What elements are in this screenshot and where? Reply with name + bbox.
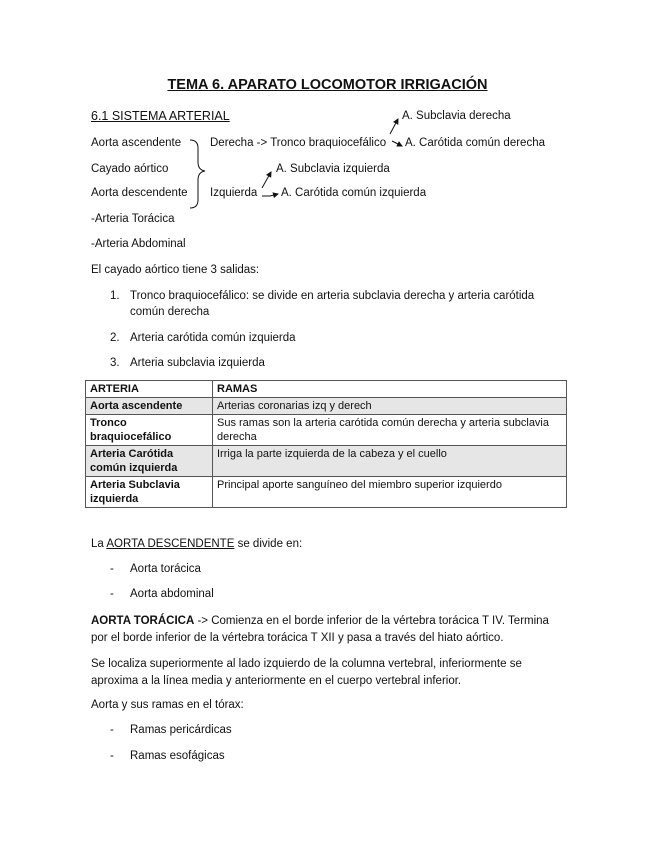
table-row: [86, 415, 567, 446]
toracica-label: AORTA TORÁCICA: [91, 615, 195, 627]
table-cell-arteria: Tronco braquiocefálico: [86, 415, 213, 446]
list-dash: -: [110, 750, 114, 762]
diagram-item-aorta-descendente: Aorta descendente: [91, 187, 188, 199]
list-item: Arteria subclavia izquierda: [130, 357, 265, 369]
arteries-table: [85, 380, 567, 508]
table-cell-ramas: Arterias coronarias izq y derech: [213, 398, 567, 415]
arteria-abdominal: -Arteria Abdominal: [91, 238, 186, 250]
table-cell-ramas: Irriga la parte izquierda de la cabeza y el cuello: [213, 446, 567, 477]
arrow-left-sub-2: [262, 194, 278, 196]
arteria-toracica: -Arteria Torácica: [91, 213, 175, 225]
list-item: Aorta abdominal: [130, 588, 214, 600]
table-row: [86, 446, 567, 477]
diagram-left-sub-1: A. Subclavia izquierda: [276, 163, 390, 175]
table-row: [86, 398, 567, 415]
table-cell-arteria: Aorta ascendente: [86, 398, 213, 415]
descendente-prefix: La: [91, 538, 107, 550]
list-item: Ramas pericárdicas: [130, 724, 232, 736]
list-item: Ramas esofágicas: [130, 750, 225, 762]
list-item: Tronco braquiocefálico: se divide en arteria subclavia derecha y arteria carótida: [130, 290, 535, 302]
diagram-item-cayado-aortico: Cayado aórtico: [91, 163, 169, 175]
table-row: [86, 477, 567, 508]
table-header-ramas: RAMAS: [213, 381, 567, 398]
list-number: 1.: [110, 290, 120, 302]
cayado-intro: El cayado aórtico tiene 3 salidas:: [91, 264, 260, 276]
diagram-left-sub-2: A. Carótida común izquierda: [281, 187, 427, 199]
arrow-left-sub-1: [262, 172, 271, 188]
list-item: Aorta torácica: [130, 563, 201, 575]
list-dash: -: [110, 724, 114, 736]
descendente-highlight: AORTA DESCENDENTE: [106, 538, 235, 550]
section-heading: 6.1 SISTEMA ARTERIAL: [91, 109, 230, 123]
descendente-paragraph: [91, 538, 302, 550]
ramas-intro: Aorta y sus ramas en el tórax:: [91, 699, 244, 711]
list-dash: -: [110, 563, 114, 575]
list-number: 3.: [110, 357, 120, 369]
diagram-right-sub-2: A. Carótida común derecha: [405, 137, 545, 149]
diagram-left-branch: Izquierda: [210, 187, 258, 199]
toracica-paragraph: [91, 613, 561, 647]
brace-icon: [190, 140, 205, 208]
toracica-text: -> Comienza en el borde inferior de la vértebra torácica T IV. Termina por el borde inferior de la vértebra torácica T XII y pasa a través del hiato aórtico.: [91, 615, 549, 644]
arrow-right-sub-1: [390, 119, 398, 134]
list-dash: -: [110, 588, 114, 600]
table-header-arteria: ARTERIA: [86, 381, 213, 398]
descendente-suffix: se divide en:: [234, 538, 303, 550]
list-item: Arteria carótida común izquierda: [130, 332, 296, 344]
diagram-right-branch: Derecha -> Tronco braquiocefálico: [210, 137, 387, 149]
localiza-paragraph: Se localiza superiormente al lado izquierdo de la columna vertebral, inferiormente se aproxima a la línea media y anteriormente en el cuerpo vertebral inferior.: [91, 658, 522, 687]
arrow-right-sub-2: [392, 141, 402, 146]
page-title: TEMA 6. APARATO LOCOMOTOR IRRIGACIÓN: [167, 77, 488, 93]
diagram-right-sub-1: A. Subclavia derecha: [402, 110, 511, 122]
list-item-continuation: común derecha: [130, 306, 210, 318]
diagram-item-aorta-ascendente: Aorta ascendente: [91, 137, 182, 149]
table-header-row: [86, 381, 567, 398]
table-cell-ramas: Principal aporte sanguíneo del miembro superior izquierdo: [213, 477, 567, 508]
list-number: 2.: [110, 332, 120, 344]
table-cell-arteria: Arteria Subclavia izquierda: [86, 477, 213, 508]
table-cell-ramas: Sus ramas son la arteria carótida común derecha y arteria subclavia derecha: [213, 415, 567, 446]
table-cell-arteria: Arteria Carótida común izquierda: [86, 446, 213, 477]
